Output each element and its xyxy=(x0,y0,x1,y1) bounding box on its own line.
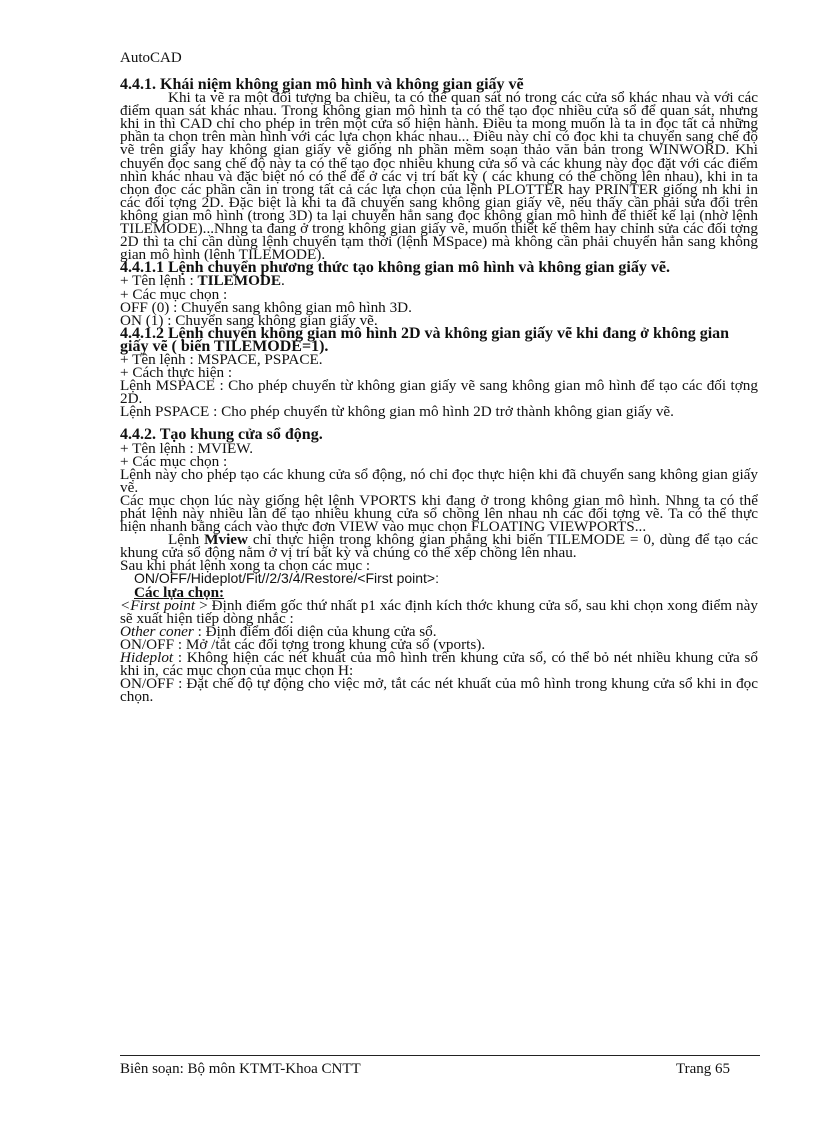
command-name-line-2: + Tên lệnh : MSPACE, PSPACE. xyxy=(120,350,323,368)
other-corner-key: Other coner xyxy=(120,622,194,640)
option-off: OFF (0) : Chuyển sang không gian mô hình 3D. xyxy=(120,298,412,316)
onoff-item-1: ON/OFF : Mở /tắt các đối tợng trong khung cửa sổ (vports). xyxy=(120,635,486,653)
paragraph-intro: Khi ta vẽ ra một đối tượng ba chiều, ta có thể quan sát nó trong các cửa sổ khác nhau và với các điểm quan sát khác nhau. Trong không gian mô hình ta có thể tạo đọc nhiều cửa sổ để quan sát, nhưng khi in thì CAD chỉ cho phép in trên một cửa sổ hiện hành. Điều ta mong muốn là ta in đọc tất cả những phần ta chọn trên màn hình với các lựa chọn khác nhau... Điều này chỉ có đọc khi ta chuyển sang chế độ vẽ trên giấy hay không gian giấy vẽ giống nh phần mềm soạn thảo văn bản trong WINWORD. Khi chuyển đọc sang chế độ này ta có thể tạo đọc nhiều khung cửa sổ và các khung này đọc đặt với các điểm nhìn khác nhau và đặc biệt nó có thể để ở các vị trí bất kỳ ( các khung có thể chồng lên nhau), khi in ta chọn đọc các phần cần in trong tất cả các lựa chọn của lệnh PLOTTER hay PRINTER giống nh khi in các đối tợng 2D. Đặc biệt là khi ta đã chuyển sang không gian giấy vẽ, nếu thấy cần phải sửa đổi trên không gian mô hình (trong 3D) ta lại chuyển hẳn sang đọc không gian mô hình để thiết kế lại (nhờ lệnh TILEMODE)...Nhng ta đang ở trong không gian giấy vẽ, muốn thiết kế thêm hay chỉnh sửa các đối tợng 2D thì ta chỉ cần dùng lệnh chuyển tạm thời (lệnh MSpace) mà không cần phải chuyển hẳn sang không gian mô hình (lệnh TILEMODE). xyxy=(120,89,758,264)
section-heading-4-4-1-1: 4.4.1.1 Lệnh chuyển phương thức tạo không gian mô hình và không gian giấy vẽ. xyxy=(120,259,670,277)
command-prefix: + Tên lệnh : xyxy=(120,272,198,290)
onoff-item-2: ON/OFF : Đặt chế độ tự động cho việc mở, tắt các nét khuất của mô hình trong khung cửa sổ khi in đọc chọn. xyxy=(120,675,758,706)
section-heading-4-4-2: 4.4.2. Tạo khung cửa sổ động. xyxy=(120,426,323,444)
choices-heading: Các lựa chọn: xyxy=(134,583,225,601)
command-tilemode: TILEMODE xyxy=(197,272,282,290)
command-name-line-3: + Tên lệnh : MVIEW. xyxy=(120,439,254,457)
command-suffix: . xyxy=(281,272,285,290)
page-body xyxy=(120,76,758,706)
options-label-2: + Các mục chọn : xyxy=(120,452,228,470)
section-heading-4-4-1-2: 4.4.1.2 Lệnh chuyển không gian mô hình 2D và không gian giấy vẽ khi đang ở không gian giấy vẽ ( biến TILEMODE=1). xyxy=(120,324,730,355)
first-point-text: > Định điểm gốc thứ nhất p1 xác định kích thớc khung cửa sổ, sau khi chọn xong điểm này sẽ xuất hiện tiếp dòng nhắc : xyxy=(120,596,758,627)
mview-paragraph-1: Lệnh này cho phép tạo các khung cửa sổ động, nó chỉ đọc thực hiện khi đã chuyển sang không gian giấy vẽ. xyxy=(120,465,758,496)
mview-paragraph-3 xyxy=(120,531,758,562)
mview-bold: Mview xyxy=(204,531,248,549)
running-header: AutoCAD xyxy=(120,50,182,66)
mview-paragraph-2: Các mục chọn lúc này giống hệt lệnh VPORTS khi đang ở trong không gian mô hình. Nhng ta có thể phát lệnh này nhiều lần để tạo nhiều khung cửa sổ chồng lên nhau nh các đối tợng vẽ. Ta có thể thực hiện nhanh bằng cách vào thực đơn VIEW vào mục chọn FLOATING VIEWPORTS... xyxy=(120,491,758,536)
footer-page-number: Trang 65 xyxy=(676,1061,731,1077)
mview-p3-prefix: Lệnh xyxy=(168,531,205,549)
other-corner-text: : Định điểm đối diện của khung cửa sổ. xyxy=(193,622,437,640)
hideplot-text: : Không hiện các nét khuất của mô hình trên khung cửa sổ, có thể bỏ nét nhiều khung cửa sổ khi in, các mục chọn của mục chọn H: xyxy=(120,649,758,680)
footer-author: Biên soạn: Bộ môn KTMT-Khoa CNTT xyxy=(120,1061,361,1077)
footer-divider xyxy=(120,1055,760,1056)
pspace-description: Lệnh PSPACE : Cho phép chuyển từ không gian mô hình 2D trở thành không gian giấy vẽ. xyxy=(120,403,674,421)
usage-label: + Cách thực hiện : xyxy=(120,364,233,382)
command-prompt: ON/OFF/Hideplot/Fit//2/3/4/Restore/<First point>: xyxy=(134,570,439,587)
option-on: ON (1) : Chuyển sang không gian giấy vẽ. xyxy=(120,311,378,329)
section-heading-4-4-1: 4.4.1. Khái niệm không gian mô hình và không gian giấy vẽ xyxy=(120,76,524,93)
options-label: + Các mục chọn : xyxy=(120,285,228,303)
first-point-key: <First point xyxy=(120,596,196,614)
mview-paragraph-4: Sau khi phát lệnh xong ta chọn các mục : xyxy=(120,557,371,575)
hideplot-key: Hideplot xyxy=(120,649,174,667)
first-point-item xyxy=(120,596,758,627)
mspace-description: Lệnh MSPACE : Cho phép chuyển từ không gian giấy vẽ sang không gian mô hình để tạo các đối tợng 2D. xyxy=(120,377,758,408)
hideplot-item xyxy=(120,649,758,680)
mview-p3-rest: chỉ thực hiện trong không gian phẳng khi biến TILEMODE = 0, dùng để tạo các khung cửa sổ động nằm ở vị trí bất kỳ và chúng có thể xếp chồng lên nhau. xyxy=(120,531,758,562)
